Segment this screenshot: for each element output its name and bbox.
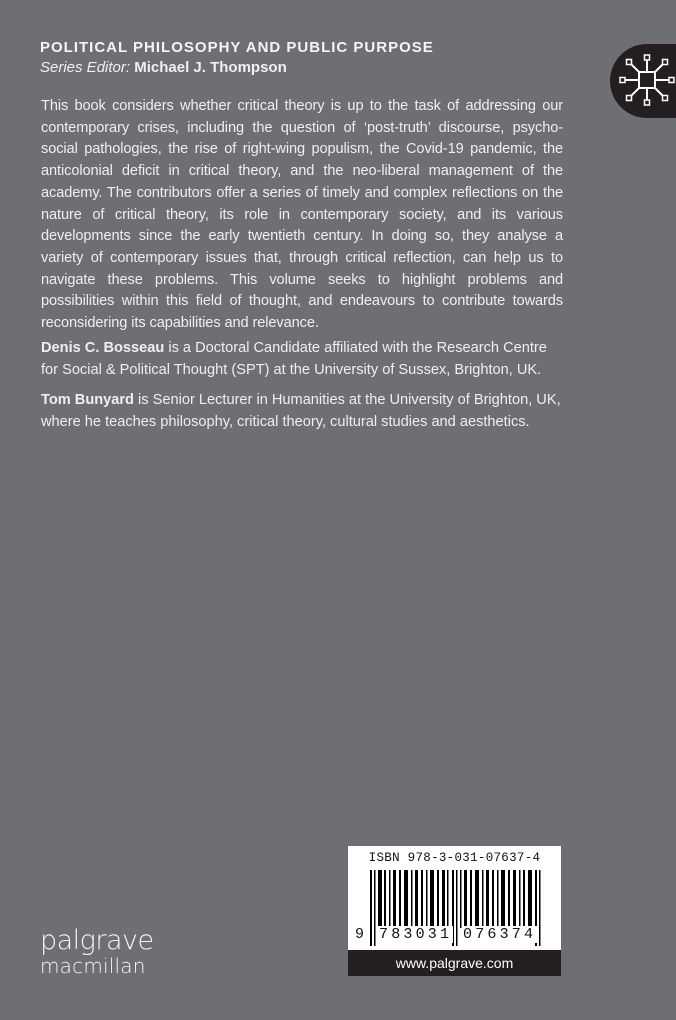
series-editor-name: Michael J. Thompson (134, 59, 287, 76)
author-bio-text: is Senior Lecturer in Humanities at the University of Brighton, UK, where he teaches philosophy, critical theory, cultural studies and aesthetics. (41, 392, 561, 430)
author-bio (41, 338, 563, 381)
series-editor (40, 59, 287, 76)
isbn-barcode (348, 846, 561, 976)
publisher-logo-line1: palgrave (40, 925, 154, 956)
palgrave-network-logo-icon (619, 52, 675, 108)
barcode-digit-group: 783031 (379, 926, 453, 943)
publisher-logo (40, 925, 154, 978)
isbn-label: ISBN 978-3-031-07637-4 (368, 851, 541, 865)
book-description: This book considers whether critical theory is up to the task of addressing our contemporary crises, including the question of ‘post-truth’ discourse, psycho-social pathologies, the rise of right-wing populism, the Covid-19 pandemic, the anticolonial deficit in critical theory, and the neo-liberal management of the academy. The contributors offer a series of timely and complex reflections on the nature of critical theory, its role in contemporary society, and its various developments since the early twentieth century. In doing so, they analyse a variety of contemporary issues that, through critical reflection, can help us to navigate these problems. This volume seeks to highlight problems and possibilities within this field of thought, and endeavours to contribute towards reconsidering its capabilities and relevance. (41, 98, 563, 332)
author-bio-text: is a Doctoral Candidate affiliated with the Research Centre for Social & Political Thought (SPT) at the University of Sussex, Brighton, UK. (41, 340, 547, 378)
author-name: Tom Bunyard (41, 392, 134, 408)
barcode-digit-group: 076374 (463, 926, 537, 943)
series-editor-label: Series Editor: (40, 59, 131, 76)
author-name: Denis C. Bosseau (41, 340, 165, 356)
author-bio (41, 390, 563, 433)
publisher-logo-line2: macmillan (40, 954, 146, 978)
barcode-lead-digit: 9 (355, 926, 365, 943)
publisher-website: www.palgrave.com (348, 950, 561, 976)
series-title: POLITICAL PHILOSOPHY AND PUBLIC PURPOSE (40, 39, 434, 56)
publisher-badge (610, 44, 676, 118)
